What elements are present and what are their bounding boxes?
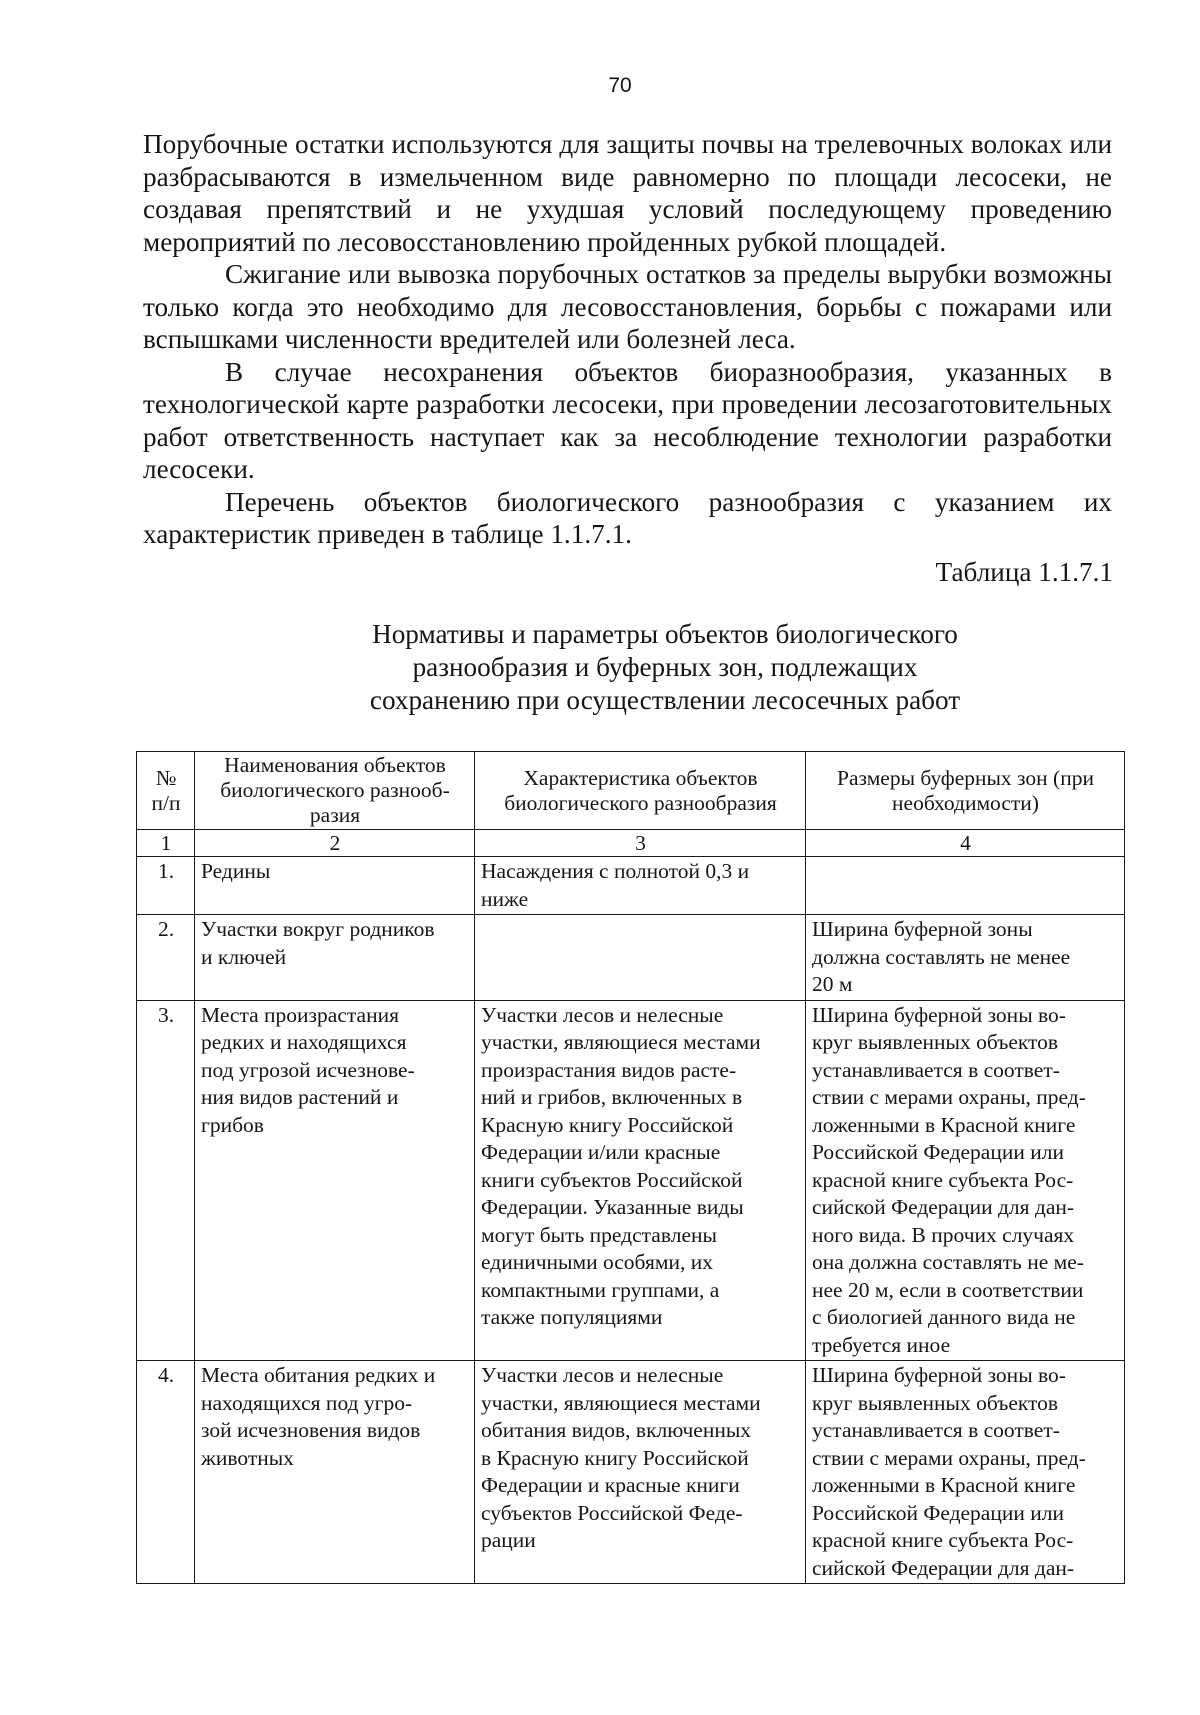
paragraph-4: Перечень объектов биологического разнообразия с указанием их характеристик приведен в таблице 1.1.7.1. bbox=[143, 486, 1112, 549]
object-name: Места обитания редких и находящихся под угро- зой исчезновения видов животных bbox=[195, 1361, 475, 1584]
paragraph-1: Порубочные остатки используются для защиты почвы на трелевочных волоках или разбрасываются в измельченном виде равномерно по площади лесосеки, не создавая препятствий и не ухудшая условий последующему проведению мероприятий по лесовосстановлению пройденных рубкой площадей. bbox=[143, 129, 1112, 257]
column-number: 1 bbox=[137, 830, 195, 857]
buffer-zone-size: Ширина буферной зоны во- круг выявленных объектов устанавливается в соответ- ствии с мерами охраны, пред- ложенными в Красной книге Российской Федерации или красной книге субъекта Рос- сийской Федерации для дан- ного вида. В прочих случаях она должна составлять не ме- нее 20 м, если в соответствии с биологией данного вида не требуется иное bbox=[806, 1000, 1125, 1361]
table-label: Таблица 1.1.7.1 bbox=[935, 557, 1113, 587]
column-numbers-row bbox=[137, 830, 1125, 857]
row-number: 4. bbox=[137, 1361, 195, 1584]
object-name: Места произрастания редких и находящихся под угрозой исчезнове- ния видов растений и грибов bbox=[195, 1000, 475, 1361]
body-text bbox=[143, 128, 1112, 551]
column-number: 4 bbox=[806, 830, 1125, 857]
buffer-zone-size: Ширина буферной зоны во- круг выявленных объектов устанавливается в соответ- ствии с мерами охраны, пред- ложенными в Красной книге Российской Федерации или красной книге субъекта Рос- сийской Федерации для дан- bbox=[806, 1361, 1125, 1584]
header-object-name: Наименования объектов биологического разнооб-разия bbox=[195, 752, 475, 830]
table-row bbox=[137, 1000, 1125, 1361]
page-number: 70 bbox=[608, 74, 632, 97]
object-characteristic: Насаждения с полнотой 0,3 и ниже bbox=[475, 857, 806, 915]
header-buffer-size: Размеры буферных зон (при необходимости) bbox=[806, 752, 1125, 830]
object-characteristic: Участки лесов и нелесные участки, являющиеся местами обитания видов, включенных в Красную книгу Российской Федерации и красные книги субъектов Российской Феде- рации bbox=[475, 1361, 806, 1584]
row-number: 2. bbox=[137, 915, 195, 1001]
table-header-row bbox=[137, 752, 1125, 830]
biodiversity-table bbox=[136, 751, 1125, 1584]
object-name: Редины bbox=[195, 857, 475, 915]
buffer-zone-size: Ширина буферной зоны должна составлять не менее 20 м bbox=[806, 915, 1125, 1001]
paragraph-3: В случае несохранения объектов биоразнообразия, указанных в технологической карте разработки лесосеки, при проведении лесозаготовительных работ ответственность наступает как за несоблюдение технологии разработки лесосеки. bbox=[143, 356, 1112, 484]
column-number: 2 bbox=[195, 830, 475, 857]
table-title: Нормативы и параметры объектов биологического разнообразия и буферных зон, подлежащих сохранению при осуществлении лесосечных работ bbox=[369, 619, 961, 715]
paragraph-2: Сжигание или вывозка порубочных остатков за пределы вырубки возможны только когда это необходимо для лесовосстановления, борьбы с пожарами или вспышками численности вредителей или болезней леса. bbox=[143, 259, 1112, 354]
object-characteristic: Участки лесов и нелесные участки, являющиеся местами произрастания видов расте- ний и грибов, включенных в Красную книгу Российской Федерации и/или красные книги субъектов Российской Федерации. Указанные виды могут быть представлены единичными особями, их компактными группами, а также популяциями bbox=[475, 1000, 806, 1361]
row-number: 3. bbox=[137, 1000, 195, 1361]
table-row bbox=[137, 857, 1125, 915]
table-row bbox=[137, 1361, 1125, 1584]
buffer-zone-size bbox=[806, 857, 1125, 915]
header-number: № п/п bbox=[137, 752, 195, 830]
column-number: 3 bbox=[475, 830, 806, 857]
header-characteristic: Характеристика объектов биологического разнообразия bbox=[475, 752, 806, 830]
object-name: Участки вокруг родников и ключей bbox=[195, 915, 475, 1001]
table-row bbox=[137, 915, 1125, 1001]
row-number: 1. bbox=[137, 857, 195, 915]
object-characteristic bbox=[475, 915, 806, 1001]
